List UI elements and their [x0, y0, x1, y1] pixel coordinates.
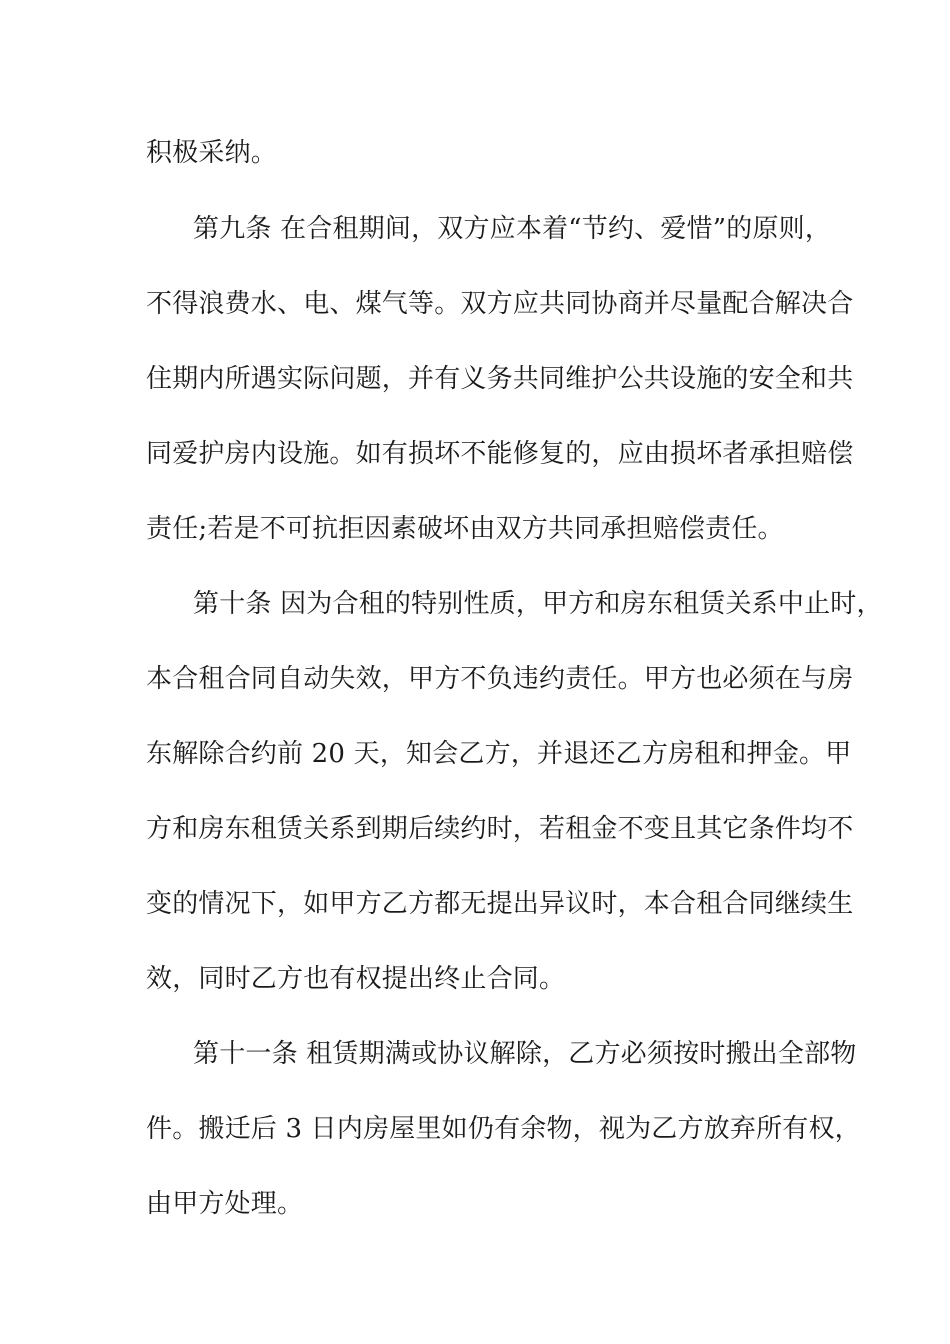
paragraph-line: 积极采纳。 [146, 138, 278, 168]
paragraph-line: 方和房东租赁关系到期后续约时，若租金不变且其它条件均不 [146, 814, 854, 844]
article-9-heading-line: 第九条 在合租期间，双方应本着“节约、爱惜”的原则， [193, 214, 832, 244]
paragraph-line: 不得浪费水、电、煤气等。双方应共同协商并尽量配合解决合 [146, 289, 854, 319]
article-11-heading-line: 第十一条 租赁期满或协议解除，乙方必须按时搬出全部物 [193, 1039, 857, 1069]
article-10-heading-line: 第十条 因为合租的特别性质，甲方和房东租赁关系中止时， [193, 589, 883, 619]
paragraph-line: 责任;若是不可抗拒因素破坏由双方共同承担赔偿责任。 [146, 514, 784, 544]
paragraph-line: 东解除合约前 20 天，知会乙方，并退还乙方房租和押金。甲 [146, 739, 852, 769]
paragraph-line: 效，同时乙方也有权提出终止合同。 [146, 964, 566, 994]
paragraph-line: 同爱护房内设施。如有损坏不能修复的，应由损坏者承担赔偿 [146, 439, 854, 469]
paragraph-line: 本合租合同自动失效，甲方不负违约责任。甲方也必须在与房 [146, 664, 854, 694]
paragraph-line: 件。搬迁后 3 日内房屋里如仍有余物，视为乙方放弃所有权， [146, 1114, 861, 1144]
paragraph-line: 住期内所遇实际问题，并有义务共同维护公共设施的安全和共 [146, 364, 854, 394]
paragraph-line: 由甲方处理。 [146, 1189, 304, 1219]
paragraph-line: 变的情况下，如甲方乙方都无提出异议时，本合租合同继续生 [146, 889, 854, 919]
